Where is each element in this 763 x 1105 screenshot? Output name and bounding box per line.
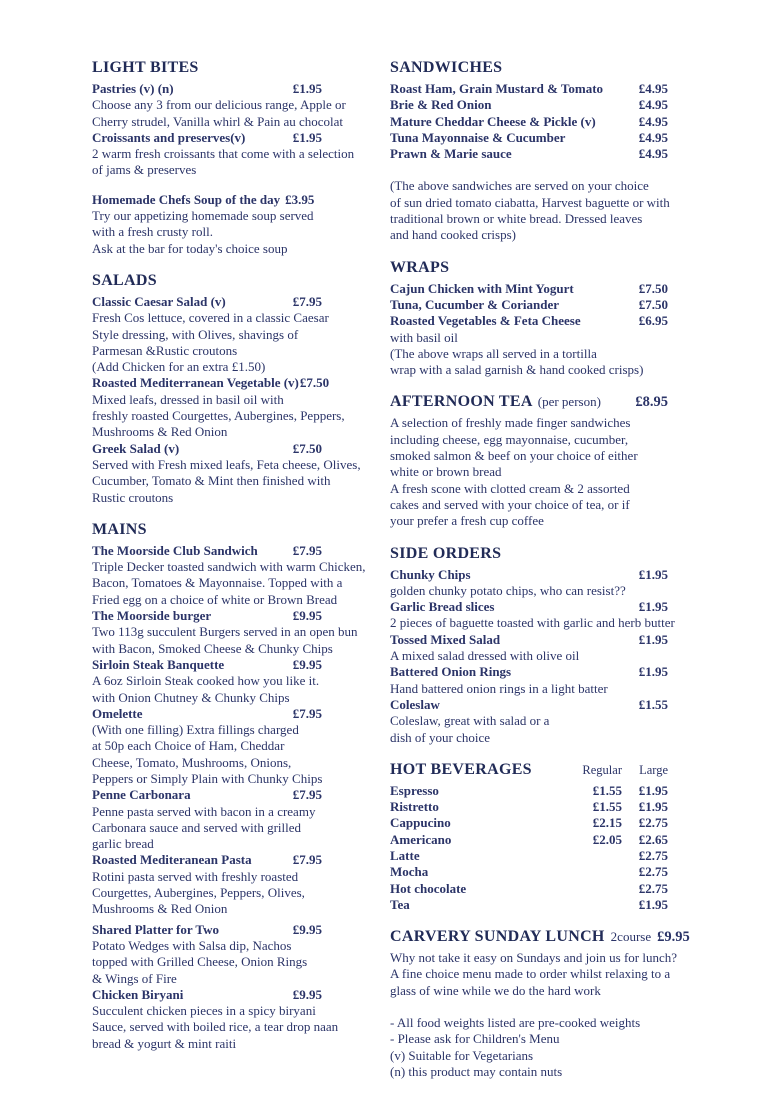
section-note-line: your prefer a fresh cup coffee bbox=[390, 513, 544, 529]
menu-item-price: £6.95 bbox=[638, 313, 668, 329]
menu-item-name: Roasted Vegetables & Feta Cheese bbox=[390, 313, 581, 329]
section-header bbox=[390, 544, 668, 564]
menu-item-price: £9.95 bbox=[292, 986, 322, 1002]
menu-item-price: £1.55 bbox=[638, 696, 668, 712]
menu-item-price-large: £1.95 bbox=[638, 896, 668, 912]
menu-item-price: £7.50 bbox=[638, 280, 668, 296]
menu-item bbox=[92, 657, 364, 673]
item-desc-line: Try our appetizing homemade soup served bbox=[92, 208, 314, 224]
menu-item-name: Espresso bbox=[390, 782, 439, 798]
price-col-header-large: Large bbox=[639, 762, 668, 777]
item-desc-line: of jams & preserves bbox=[92, 162, 197, 178]
item-desc-line: Choose any 3 from our delicious range, Apple or bbox=[92, 97, 346, 113]
menu-item bbox=[390, 130, 668, 146]
section-title: LIGHT BITES bbox=[92, 59, 199, 76]
item-desc-line: Triple Decker toasted sandwich with warm Chicken, bbox=[92, 559, 366, 575]
section-note-line: white or brown bread bbox=[390, 464, 502, 480]
menu-section bbox=[390, 58, 668, 244]
item-desc-line: A mixed salad dressed with olive oil bbox=[390, 648, 580, 664]
menu-section bbox=[390, 927, 690, 1080]
menu-item-name: Shared Platter for Two bbox=[92, 921, 219, 937]
menu-item-price: £4.95 bbox=[638, 146, 668, 162]
item-desc-line: Penne pasta served with bacon in a creamy bbox=[92, 803, 316, 819]
menu-item-price: £7.50 bbox=[299, 375, 330, 391]
menu-item-name: Pastries (v) (n) bbox=[92, 81, 174, 96]
item-desc-line: 2 pieces of baguette toasted with garlic and herb butter bbox=[390, 615, 675, 631]
section-note-line: and hand cooked crisps) bbox=[390, 227, 516, 243]
item-desc-line: Bacon, Tomatoes & Mayonnaise. Topped with a bbox=[92, 575, 343, 591]
menu-item-price: £7.50 bbox=[638, 296, 668, 312]
item-desc-line: (Add Chicken for an extra £1.50) bbox=[92, 359, 266, 375]
section-note-line: smoked salmon & beef on your choice of either bbox=[390, 448, 638, 464]
menu-item bbox=[390, 81, 668, 97]
section-note-line: traditional brown or white bread. Dressed leaves bbox=[390, 211, 643, 227]
menu-item bbox=[390, 864, 668, 880]
item-desc-line: topped with Grilled Cheese, Onion Rings bbox=[92, 954, 308, 970]
menu-column-right bbox=[390, 58, 690, 1080]
menu-item bbox=[390, 783, 668, 799]
menu-item bbox=[92, 294, 364, 310]
menu-item bbox=[390, 881, 668, 897]
menu-section bbox=[390, 258, 668, 379]
section-header bbox=[92, 58, 364, 78]
menu-item-price: £1.95 bbox=[638, 566, 668, 582]
menu-item-name: Battered Onion Rings bbox=[390, 664, 512, 680]
section-note-line: wrap with a salad garnish & hand cooked crisps) bbox=[390, 362, 644, 378]
footnote-line: (n) this product may contain nuts bbox=[390, 1063, 563, 1079]
menu-item-price-large: £2.75 bbox=[638, 815, 668, 831]
menu-item bbox=[390, 313, 668, 329]
menu-item bbox=[92, 787, 364, 803]
item-desc-line: Style dressing, with Olives, shavings of bbox=[92, 326, 299, 342]
section-note-line: A fine choice menu made to order whilst relaxing to a bbox=[390, 966, 671, 982]
item-desc-line: Succulent chicken pieces in a spicy biryani bbox=[92, 1003, 316, 1019]
menu-item bbox=[390, 815, 668, 831]
menu-item-price: £7.50 bbox=[292, 440, 322, 456]
item-desc-line: with Bacon, Smoked Cheese & Chunky Chips bbox=[92, 640, 333, 656]
menu-item-name: Cappucino bbox=[390, 815, 451, 831]
menu-item-name: Tuna, Cucumber & Coriander bbox=[390, 296, 560, 312]
menu-item-price: £9.95 bbox=[292, 656, 322, 672]
section-note-line: glass of wine while we do the hard work bbox=[390, 982, 601, 998]
menu-section bbox=[390, 544, 675, 746]
item-desc-line: Fresh Cos lettuce, covered in a classic Caesar bbox=[92, 310, 329, 326]
item-desc-line: Parmesan &Rustic croutons bbox=[92, 342, 238, 358]
menu-column-left bbox=[92, 58, 364, 1052]
item-desc-line: Coleslaw, great with salad or a bbox=[390, 713, 550, 729]
menu-item bbox=[92, 192, 364, 208]
section-note-line: (The above sandwiches are served on your choice bbox=[390, 178, 649, 194]
menu-item bbox=[390, 697, 668, 713]
menu-item-name: Mocha bbox=[390, 864, 429, 880]
menu-item-price-regular: £1.55 bbox=[592, 782, 622, 798]
footnote-line: (v) Suitable for Vegetarians bbox=[390, 1047, 534, 1063]
menu-section bbox=[390, 760, 668, 913]
menu-item bbox=[92, 706, 364, 722]
price-col-header-regular: Regular bbox=[582, 762, 622, 777]
menu-item-price-large: £2.75 bbox=[638, 847, 668, 863]
item-desc-line: with Onion Chutney & Chunky Chips bbox=[92, 689, 290, 705]
item-desc-line: A 6oz Sirloin Steak cooked how you like it. bbox=[92, 673, 320, 689]
section-title-note: 2course bbox=[610, 929, 652, 945]
menu-item bbox=[390, 114, 668, 130]
menu-item bbox=[92, 130, 364, 146]
menu-item-name: Tuna Mayonnaise & Cucumber bbox=[390, 129, 566, 145]
item-desc-line: golden chunky potato chips, who can resist?? bbox=[390, 582, 626, 598]
menu-item bbox=[390, 599, 668, 615]
section-title-price: £8.95 bbox=[635, 394, 668, 411]
item-desc-line: Cheese, Tomato, Mushrooms, Onions, bbox=[92, 754, 292, 770]
menu-item-name: Ristretto bbox=[390, 799, 439, 815]
section-note-line: A fresh scone with clotted cream & 2 assorted bbox=[390, 480, 630, 496]
footnote-line: - All food weights listed are pre-cooked weights bbox=[390, 1015, 641, 1031]
menu-item-name: Latte bbox=[390, 847, 420, 863]
item-desc-line: Ask at the bar for today's choice soup bbox=[92, 240, 288, 256]
item-desc-line: garlic bread bbox=[92, 836, 154, 852]
menu-item-name: Garlic Bread slices bbox=[390, 599, 495, 615]
section-note-line: cakes and served with your choice of tea, or if bbox=[390, 496, 630, 512]
item-desc-line: Fried egg on a choice of white or Brown Bread bbox=[92, 591, 338, 607]
section-title: MAINS bbox=[92, 520, 147, 538]
menu-item-price: £4.95 bbox=[638, 113, 668, 129]
footnote-line: - Please ask for Children's Menu bbox=[390, 1031, 560, 1047]
menu-item-name: Greek Salad (v) bbox=[92, 440, 180, 456]
item-desc-line: Potato Wedges with Salsa dip, Nachos bbox=[92, 937, 292, 953]
item-desc-line: Two 113g succulent Burgers served in an open bun bbox=[92, 624, 358, 640]
menu-item-name: Coleslaw bbox=[390, 696, 440, 712]
menu-item-price: £1.95 bbox=[638, 631, 668, 647]
item-desc-line: Served with Fresh mixed leafs, Feta cheese, Olives, bbox=[92, 456, 361, 472]
section-header bbox=[390, 258, 668, 278]
menu-item-name: Croissants and preserves(v) bbox=[92, 129, 246, 145]
menu-item-name: Sirloin Steak Banquette bbox=[92, 656, 225, 672]
item-desc-line: Mushrooms & Red Onion bbox=[92, 424, 228, 440]
menu-item-price: £1.95 bbox=[292, 129, 322, 145]
menu-item-price: £7.95 bbox=[292, 293, 322, 309]
item-desc-line: Peppers or Simply Plain with Chunky Chips bbox=[92, 770, 323, 786]
menu-item bbox=[390, 897, 668, 913]
menu-item bbox=[390, 567, 668, 583]
menu-item-price-regular: £2.15 bbox=[592, 815, 622, 831]
section-title: AFTERNOON TEA bbox=[390, 393, 533, 411]
section-title: SANDWICHES bbox=[390, 59, 503, 76]
section-header bbox=[390, 58, 668, 78]
menu-item-name: The Moorside burger bbox=[92, 608, 212, 624]
menu-section bbox=[390, 392, 668, 529]
menu-item bbox=[390, 848, 668, 864]
item-desc-line: Courgettes, Aubergines, Peppers, Olives, bbox=[92, 885, 305, 901]
item-desc-line: (With one filling) Extra fillings charged bbox=[92, 722, 299, 738]
section-title: SIDE ORDERS bbox=[390, 544, 502, 562]
section-header bbox=[390, 392, 668, 412]
menu-item-price: £7.95 bbox=[292, 787, 322, 803]
section-title-suffix: (per person) bbox=[537, 394, 601, 410]
menu-item-price: £7.95 bbox=[292, 852, 322, 868]
item-desc-line: Rotini pasta served with freshly roasted bbox=[92, 868, 299, 884]
section-note-line: (The above wraps all served in a tortilla bbox=[390, 345, 597, 361]
item-desc-line: Sauce, served with boiled rice, a tear drop naan bbox=[92, 1019, 339, 1035]
menu-item-price-large: £2.75 bbox=[638, 864, 668, 880]
menu-item-price: £7.95 bbox=[292, 542, 322, 558]
item-desc-line: at 50p each Choice of Ham, Cheddar bbox=[92, 738, 285, 754]
item-desc-line: with a fresh crusty roll. bbox=[92, 224, 213, 240]
section-header bbox=[92, 271, 364, 291]
menu-item-name: The Moorside Club Sandwich bbox=[92, 542, 258, 558]
item-desc-line: dish of your choice bbox=[390, 729, 491, 745]
menu-item-name: Hot chocolate bbox=[390, 880, 467, 896]
menu-item-name: Roast Ham, Grain Mustard & Tomato bbox=[390, 81, 604, 96]
section-title: WRAPS bbox=[390, 258, 450, 276]
section-title-price: £9.95 bbox=[657, 929, 690, 946]
section-title: CARVERY SUNDAY LUNCH bbox=[390, 928, 605, 946]
menu-item-name: Chunky Chips bbox=[390, 566, 471, 582]
menu-item bbox=[390, 632, 668, 648]
menu-item-price-regular: £2.05 bbox=[592, 831, 622, 847]
menu-item-price-large: £2.65 bbox=[638, 831, 668, 847]
menu-item-price-regular: £1.55 bbox=[592, 799, 622, 815]
item-desc-line: with basil oil bbox=[390, 329, 458, 345]
menu-item bbox=[92, 987, 364, 1003]
menu-section bbox=[92, 520, 364, 1052]
menu-item-name: Penne Carbonara bbox=[92, 787, 191, 803]
menu-item-name: Omelette bbox=[92, 705, 143, 721]
menu-section bbox=[92, 58, 364, 257]
menu-item bbox=[92, 375, 364, 391]
menu-item-name: Chicken Biryani bbox=[92, 986, 184, 1002]
menu-item-name: Roasted Mediteranean Pasta bbox=[92, 852, 252, 868]
section-header bbox=[390, 927, 690, 947]
item-desc-line: Rustic croutons bbox=[92, 489, 174, 505]
menu-item-price: £4.95 bbox=[638, 97, 668, 113]
section-title: HOT BEVERAGES bbox=[390, 760, 532, 778]
item-desc-line: freshly roasted Courgettes, Aubergines, Peppers, bbox=[92, 408, 345, 424]
menu-item-price: £9.95 bbox=[292, 921, 322, 937]
item-desc-line: Carbonara sauce and served with grilled bbox=[92, 819, 302, 835]
menu-item-name: Mature Cheddar Cheese & Pickle (v) bbox=[390, 113, 596, 129]
item-desc-line: Cucumber, Tomato & Mint then finished with bbox=[92, 473, 331, 489]
item-desc-line: 2 warm fresh croissants that come with a selection bbox=[92, 146, 355, 162]
section-note-line: A selection of freshly made finger sandwiches bbox=[390, 415, 631, 431]
menu-item-name: Tea bbox=[390, 896, 410, 912]
menu-item-name: Tossed Mixed Salad bbox=[390, 631, 501, 647]
menu-item-name: Classic Caesar Salad (v) bbox=[92, 293, 226, 309]
menu-item-price: £1.95 bbox=[638, 664, 668, 680]
menu-item-price: £4.95 bbox=[638, 129, 668, 145]
menu-item-name: Homemade Chefs Soup of the day bbox=[92, 191, 281, 207]
section-note-line: Why not take it easy on Sundays and join us for lunch? bbox=[390, 950, 678, 966]
menu-item bbox=[92, 81, 364, 97]
menu-item-name: Roasted Mediterranean Vegetable (v) bbox=[92, 375, 299, 391]
menu-item-price-large: £2.75 bbox=[638, 880, 668, 896]
menu-item-name: Americano bbox=[390, 831, 452, 847]
menu-item bbox=[390, 664, 668, 680]
item-desc-line: Mushrooms & Red Onion bbox=[92, 901, 228, 917]
item-desc-line: & Wings of Fire bbox=[92, 970, 177, 986]
section-header bbox=[92, 520, 364, 540]
menu-item bbox=[92, 543, 364, 559]
menu-item bbox=[390, 97, 668, 113]
menu-item bbox=[390, 281, 668, 297]
menu-item-price: £3.95 bbox=[285, 191, 315, 207]
menu-item bbox=[92, 608, 364, 624]
menu-item bbox=[390, 146, 668, 162]
menu-item bbox=[92, 852, 364, 868]
menu-item-name: Prawn & Marie sauce bbox=[390, 146, 512, 162]
section-note-line: including cheese, egg mayonnaise, cucumber, bbox=[390, 431, 629, 447]
menu-item bbox=[92, 441, 364, 457]
menu-item-price-large: £1.95 bbox=[638, 782, 668, 798]
menu-item bbox=[390, 297, 668, 313]
section-note-line: of sun dried tomato ciabatta, Harvest baguette or with bbox=[390, 194, 670, 210]
menu-item-price: £1.95 bbox=[638, 599, 668, 615]
menu-item-price: £7.95 bbox=[292, 705, 322, 721]
menu-section bbox=[92, 271, 364, 506]
menu-item bbox=[390, 799, 668, 815]
item-desc-line: Mixed leafs, dressed in basil oil with bbox=[92, 391, 284, 407]
section-header bbox=[390, 760, 668, 780]
menu-item-price: £4.95 bbox=[638, 81, 668, 96]
section-title: SALADS bbox=[92, 271, 157, 289]
menu-item-price: £9.95 bbox=[292, 608, 322, 624]
menu-item-price: £1.95 bbox=[292, 81, 322, 96]
item-desc-line: bread & yogurt & mint raiti bbox=[92, 1035, 237, 1051]
menu-item bbox=[390, 832, 668, 848]
menu-item-name: Brie & Red Onion bbox=[390, 97, 492, 113]
menu-item-name: Cajun Chicken with Mint Yogurt bbox=[390, 280, 574, 296]
menu-item-price-large: £1.95 bbox=[638, 799, 668, 815]
item-desc-line: Hand battered onion rings in a light batter bbox=[390, 680, 608, 696]
item-desc-line: Cherry strudel, Vanilla whirl & Pain au chocolat bbox=[92, 113, 344, 129]
menu-item bbox=[92, 922, 364, 938]
